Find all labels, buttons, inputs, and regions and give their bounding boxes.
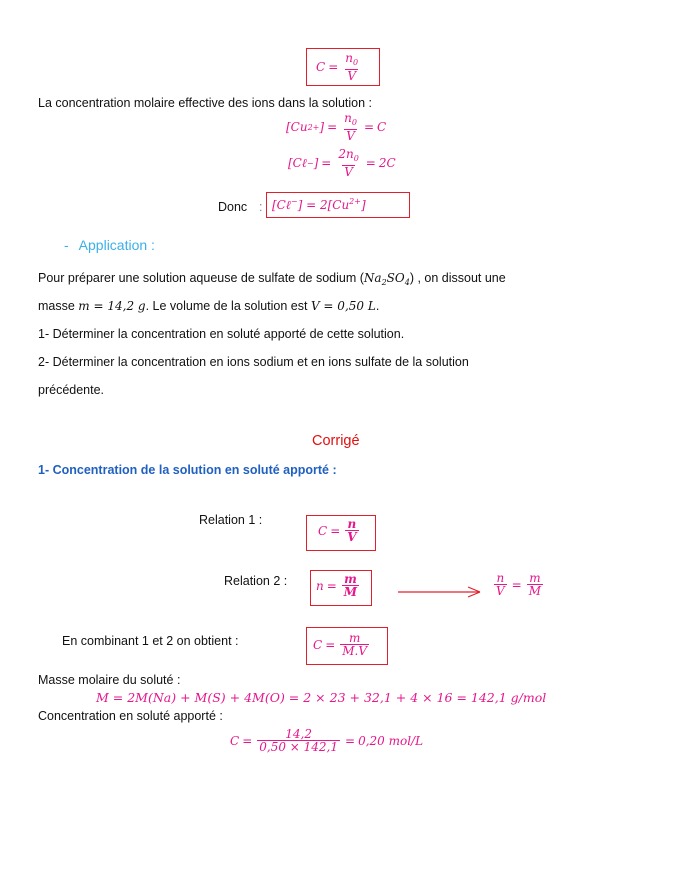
donc-label: Donc — [218, 200, 248, 214]
problem-line-1: Pour préparer une solution aqueuse de sulfate de sodium $(Na_2SO_4)$ , on dissout une — [38, 271, 506, 287]
relation-2-formula: n = $\frac{m}{M}$ — [316, 572, 358, 599]
masse-molaire-label: Masse molaire du soluté : — [38, 673, 181, 687]
relation-2-label: Relation 2 : — [224, 574, 288, 588]
application-title: - Application : — [64, 237, 155, 253]
question-2: 2- Déterminer la concentration en ions sodium et en ions sulfate de la solution — [38, 355, 469, 369]
concentration-label: Concentration en soluté apporté : — [38, 709, 223, 723]
cl-concentration-formula: [Cℓ − ] = $\frac{2n_0}{V}$ = 2C — [288, 147, 396, 179]
arrow-icon — [396, 584, 486, 598]
masse-molaire-formula: M = 2M(Na) + M(S) + 4M(O) = 2 × 23 + 32,1 + 4 × 16 = 142,1 g/mol — [96, 690, 547, 705]
top-formula: C = $\frac{n_0}{V}$ — [316, 51, 359, 83]
concentration-formula: C = $\frac{14,2}{0,50 \times 142,1}$ = 0,20 mol/L — [230, 727, 424, 754]
question-2-cont: précédente. — [38, 383, 105, 397]
section-1-title: 1- Concentration de la solution en soluté apporté : — [38, 463, 337, 477]
relation-1-label: Relation 1 : — [199, 513, 263, 527]
cu-concentration-formula: [Cu 2+ ] = $\frac{n_0}{V}$ = C — [286, 111, 387, 143]
relation-1-formula: C = $\frac{n}{V}$ — [318, 517, 357, 544]
problem-line-2: masse m = 14,2 g. Le volume de la solution est V = 0,50 L. — [38, 299, 380, 313]
combine-formula: C = $\frac{m}{M.V}$ — [313, 631, 368, 658]
donc-colon: : — [259, 200, 263, 214]
intro-text: La concentration molaire effective des ions dans la solution : — [38, 96, 372, 110]
corrige-title: Corrigé — [312, 433, 360, 449]
donc-formula: [Cℓ−] = $2[Cu^{2+}]$ — [272, 197, 366, 212]
question-1: 1- Déterminer la concentration en soluté apporté de cette solution. — [38, 327, 405, 341]
combine-label: En combinant 1 et 2 on obtient : — [62, 634, 239, 648]
relation-2-result: $\frac{n}{V}$ = $\frac{m}{M}$ — [496, 571, 542, 598]
